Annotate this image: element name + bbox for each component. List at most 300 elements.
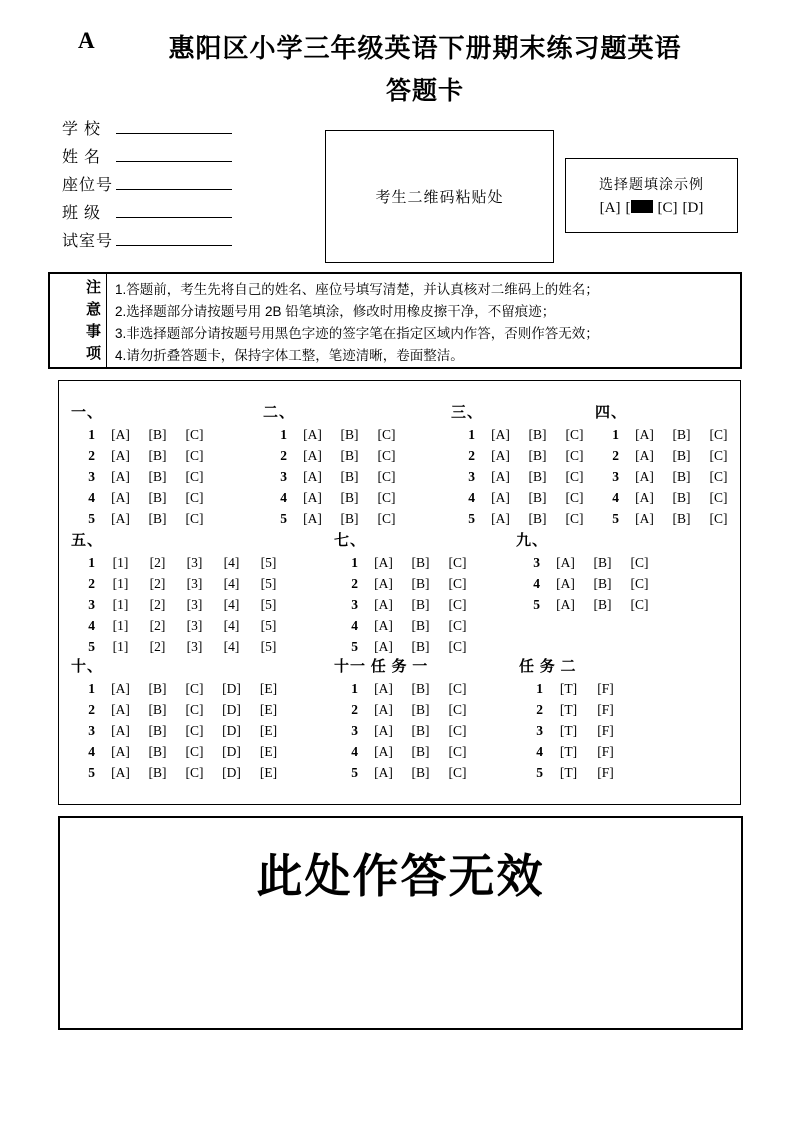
question-row-sec-9-q5: [516, 594, 658, 615]
question-number: 2: [351, 575, 358, 591]
question-row-sec-11-task1-q2: [334, 699, 476, 720]
answer-bubble-sec-5-q3-1[interactable]: [1]: [112, 596, 129, 612]
answer-bubble-sec-2-q4-A[interactable]: [A]: [303, 489, 322, 505]
question-row-sec-4-q4: [595, 487, 737, 508]
answer-bubble-sec-4-q4-A[interactable]: [A]: [635, 489, 654, 505]
answer-bubble-sec-5-q5-3[interactable]: [3]: [186, 638, 203, 654]
question-row-sec-1-q4: [71, 487, 213, 508]
question-number: 4: [280, 489, 287, 505]
answer-bubble-sec-3-q4-C[interactable]: [C]: [565, 489, 584, 505]
answer-bubble-sec-11-task1-q3-A[interactable]: [A]: [374, 722, 393, 738]
answer-bubble-sec-4-q3-A[interactable]: [A]: [635, 468, 654, 484]
question-row-sec-11-task1-q3: [334, 720, 476, 741]
notice-item-4: 4.请勿折叠答题卡，保持字体工整，笔迹清晰，卷面整洁。: [115, 348, 464, 363]
answer-bubble-sec-5-q2-3[interactable]: [3]: [186, 575, 203, 591]
answer-bubble-sec-3-q5-C[interactable]: [C]: [565, 510, 584, 526]
answer-bubble-sec-10-q4-E[interactable]: [E]: [259, 743, 278, 759]
answer-bubble-sec-7-q2-A[interactable]: [A]: [374, 575, 393, 591]
question-number: 5: [351, 638, 358, 654]
answer-bubble-sec-4-q5-C[interactable]: [C]: [709, 510, 728, 526]
question-number: 5: [88, 764, 95, 780]
answer-bubble-sec-5-q1-5[interactable]: [5]: [260, 554, 277, 570]
section-title-sec-10: 十、: [71, 659, 104, 675]
answer-bubble-sec-5-q1-2[interactable]: [2]: [149, 554, 166, 570]
answer-bubble-sec-7-q1-A[interactable]: [A]: [374, 554, 393, 570]
notice-item-1: 1.答题前，考生先将自己的姓名、座位号填写清楚，并认真核对二维码上的姓名；: [115, 282, 599, 297]
answer-bubble-sec-2-q2-A[interactable]: [A]: [303, 447, 322, 463]
qr-code-paste-area: [325, 130, 554, 263]
notice-heading-char: 意: [85, 300, 101, 318]
answer-bubble-sec-5-q5-1[interactable]: [1]: [112, 638, 129, 654]
answer-bubble-sec-1-q3-B[interactable]: [B]: [148, 468, 167, 484]
answer-bubble-sec-4-q4-C[interactable]: [C]: [709, 489, 728, 505]
answer-bubble-sec-5-q3-3[interactable]: [3]: [186, 596, 203, 612]
answer-bubble-sec-5-q3-4[interactable]: [4]: [223, 596, 240, 612]
notice-box: [48, 272, 742, 369]
answer-bubble-sec-10-q4-B[interactable]: [B]: [148, 743, 167, 759]
question-row-sec-3-q2: [451, 445, 593, 466]
section-title-sec-7: 七、: [334, 533, 367, 549]
answer-bubble-sec-10-q4-C[interactable]: [C]: [185, 743, 204, 759]
answer-bubble-sec-1-q2-A[interactable]: [A]: [111, 447, 130, 463]
question-number: 5: [351, 764, 358, 780]
answer-bubble-sec-4-q3-C[interactable]: [C]: [709, 468, 728, 484]
answer-bubble-sec-11-task2-q3-F[interactable]: [F]: [597, 722, 614, 738]
page-title: [95, 28, 755, 107]
answer-bubble-sec-10-q1-C[interactable]: [C]: [185, 680, 204, 696]
answer-bubble-sec-3-q1-A[interactable]: [A]: [491, 426, 510, 442]
answer-bubble-sec-11-task2-q4-T[interactable]: [T]: [559, 743, 578, 759]
answer-bubble-sec-1-q4-A[interactable]: [A]: [111, 489, 130, 505]
answer-bubble-sec-9-q3-B[interactable]: [B]: [593, 554, 612, 570]
answer-bubble-sec-1-q4-B[interactable]: [B]: [148, 489, 167, 505]
answer-bubble-sec-5-q3-5[interactable]: [5]: [260, 596, 277, 612]
answer-bubble-sec-2-q4-B[interactable]: [B]: [340, 489, 359, 505]
answer-bubble-sec-2-q1-A[interactable]: [A]: [303, 426, 322, 442]
answer-bubble-sec-11-task2-q5-F[interactable]: [F]: [597, 764, 614, 780]
answer-bubble-sec-5-q4-4[interactable]: [4]: [223, 617, 240, 633]
question-number: 2: [351, 701, 358, 717]
answer-bubble-sec-7-q2-C[interactable]: [C]: [448, 575, 467, 591]
question-number: 4: [533, 575, 540, 591]
answer-bubble-sec-1-q5-C[interactable]: [C]: [185, 510, 204, 526]
answer-bubble-sec-2-q5-B[interactable]: [B]: [340, 510, 359, 526]
answer-bubble-sec-9-q5-A[interactable]: [A]: [556, 596, 575, 612]
question-row-sec-11-task1-q5: [334, 762, 476, 783]
question-number: 3: [88, 596, 95, 612]
answer-bubble-sec-11-task1-q4-B[interactable]: [B]: [411, 743, 430, 759]
question-row-sec-10-q1: [71, 678, 287, 699]
section-title-sec-11-task2: 任 务 二: [519, 659, 577, 675]
notice-items: [107, 274, 740, 367]
question-row-sec-5-q3: [71, 594, 287, 615]
answer-bubble-sec-7-q4-B[interactable]: [B]: [411, 617, 430, 633]
answer-bubble-sec-10-q5-B[interactable]: [B]: [148, 764, 167, 780]
answer-bubble-sec-4-q3-B[interactable]: [B]: [672, 468, 691, 484]
question-row-sec-11-task1-q4: [334, 741, 476, 762]
field-label-room: 试室号: [62, 233, 114, 250]
answer-bubble-sec-11-task1-q5-A[interactable]: [A]: [374, 764, 393, 780]
invalid-answer-text: 此处作答无效: [256, 850, 545, 902]
question-number: 3: [536, 722, 543, 738]
field-label-class: 班 级: [62, 205, 102, 222]
answer-bubble-sec-11-task1-q1-B[interactable]: [B]: [411, 680, 430, 696]
answer-bubble-sec-5-q2-2[interactable]: [2]: [149, 575, 166, 591]
answer-bubble-sec-11-task1-q2-B[interactable]: [B]: [411, 701, 430, 717]
answer-bubble-sec-2-q1-C[interactable]: [C]: [377, 426, 396, 442]
answer-bubble-sec-11-task2-q2-F[interactable]: [F]: [597, 701, 614, 717]
question-number: 3: [351, 596, 358, 612]
example-option-D: [D]: [682, 200, 704, 216]
field-input-line-school[interactable]: [116, 116, 232, 134]
answer-bubble-sec-1-q2-C[interactable]: [C]: [185, 447, 204, 463]
answer-bubble-sec-10-q3-C[interactable]: [C]: [185, 722, 204, 738]
fill-example-box: [565, 158, 738, 233]
question-number: 3: [468, 468, 475, 484]
answer-bubble-sec-2-q3-B[interactable]: [B]: [340, 468, 359, 484]
answer-bubble-sec-5-q5-5[interactable]: [5]: [260, 638, 277, 654]
field-row-name: [62, 144, 232, 172]
answer-bubble-sec-4-q5-B[interactable]: [B]: [672, 510, 691, 526]
question-row-sec-5-q2: [71, 573, 287, 594]
answer-bubble-sec-7-q5-B[interactable]: [B]: [411, 638, 430, 654]
question-number: 5: [280, 510, 287, 526]
question-number: 5: [533, 596, 540, 612]
question-number: 2: [536, 701, 543, 717]
answer-bubble-sec-7-q3-A[interactable]: [A]: [374, 596, 393, 612]
answer-bubble-sec-1-q3-A[interactable]: [A]: [111, 468, 130, 484]
question-number: 2: [88, 701, 95, 717]
question-row-sec-3-q5: [451, 508, 593, 529]
answer-bubble-sec-11-task2-q3-T[interactable]: [T]: [559, 722, 578, 738]
question-row-sec-3-q3: [451, 466, 593, 487]
question-number: 5: [88, 510, 95, 526]
answer-bubble-sec-5-q2-5[interactable]: [5]: [260, 575, 277, 591]
notice-item-3: 3.非选择题部分请按题号用黑色字迹的签字笔在指定区域内作答，否则作答无效；: [115, 326, 599, 341]
answer-bubble-sec-10-q4-D[interactable]: [D]: [222, 743, 241, 759]
answer-bubble-sec-7-q2-B[interactable]: [B]: [411, 575, 430, 591]
question-row-sec-2-q2: [263, 445, 405, 466]
answer-bubble-sec-11-task2-q5-T[interactable]: [T]: [559, 764, 578, 780]
question-row-sec-4-q3: [595, 466, 737, 487]
example-option-A: [A]: [599, 200, 621, 216]
question-number: 4: [536, 743, 543, 759]
question-number: 1: [280, 426, 287, 442]
section-title-sec-1: 一、: [71, 405, 104, 421]
question-row-sec-11-task2-q5: [519, 762, 624, 783]
answer-bubble-sec-11-task2-q1-F[interactable]: [F]: [597, 680, 614, 696]
question-number: 1: [88, 426, 95, 442]
answer-bubble-sec-10-q2-B[interactable]: [B]: [148, 701, 167, 717]
field-input-line-seat[interactable]: [116, 172, 232, 190]
question-row-sec-1-q2: [71, 445, 213, 466]
answer-bubble-sec-5-q4-5[interactable]: [5]: [260, 617, 277, 633]
answer-bubble-sec-3-q3-B[interactable]: [B]: [528, 468, 547, 484]
answer-bubble-sec-1-q3-C[interactable]: [C]: [185, 468, 204, 484]
qr-code-label: 考生二维码粘贴处: [375, 190, 504, 206]
section-title-sec-9: 九、: [516, 533, 549, 549]
question-number: 3: [88, 722, 95, 738]
answer-bubble-sec-3-q4-A[interactable]: [A]: [491, 489, 510, 505]
section-title-sec-3: 三、: [451, 405, 484, 421]
answer-bubble-sec-5-q4-2[interactable]: [2]: [149, 617, 166, 633]
question-row-sec-9-q4: [516, 573, 658, 594]
answer-bubble-sec-9-q3-C[interactable]: [C]: [630, 554, 649, 570]
answer-section-sec-5: [71, 531, 287, 657]
answer-section-sec-10: [71, 657, 287, 783]
answer-bubble-sec-2-q2-B[interactable]: [B]: [340, 447, 359, 463]
answer-section-sec-7: [334, 531, 476, 657]
answer-bubble-sec-10-q3-B[interactable]: [B]: [148, 722, 167, 738]
answer-bubble-sec-3-q1-C[interactable]: [C]: [565, 426, 584, 442]
answer-bubble-sec-1-q5-A[interactable]: [A]: [111, 510, 130, 526]
field-row-room: [62, 228, 232, 256]
question-row-sec-5-q5: [71, 636, 287, 657]
answer-bubble-sec-2-q1-B[interactable]: [B]: [340, 426, 359, 442]
answer-bubble-sec-11-task2-q1-T[interactable]: [T]: [559, 680, 578, 696]
question-number: 3: [280, 468, 287, 484]
answer-bubble-sec-9-q5-B[interactable]: [B]: [593, 596, 612, 612]
page-title-line2: 答题卡: [385, 77, 464, 105]
answer-section-sec-3: [451, 403, 593, 529]
section-title-sec-2: 二、: [263, 405, 296, 421]
answer-bubble-sec-3-q2-B[interactable]: [B]: [528, 447, 547, 463]
answer-bubble-sec-11-task1-q1-C[interactable]: [C]: [448, 680, 467, 696]
answer-bubble-sec-1-q2-B[interactable]: [B]: [148, 447, 167, 463]
answer-bubble-sec-9-q4-C[interactable]: [C]: [630, 575, 649, 591]
question-number: 1: [351, 554, 358, 570]
answer-bubble-sec-10-q1-B[interactable]: [B]: [148, 680, 167, 696]
answer-bubble-sec-7-q5-C[interactable]: [C]: [448, 638, 467, 654]
answer-bubble-sec-3-q3-A[interactable]: [A]: [491, 468, 510, 484]
answer-bubble-sec-3-q5-A[interactable]: [A]: [491, 510, 510, 526]
question-number: 4: [88, 743, 95, 759]
question-row-sec-11-task2-q1: [519, 678, 624, 699]
question-row-sec-4-q1: [595, 424, 737, 445]
answer-bubble-sec-3-q1-B[interactable]: [B]: [528, 426, 547, 442]
question-number: 1: [536, 680, 543, 696]
question-row-sec-10-q4: [71, 741, 287, 762]
answer-bubble-sec-10-q3-D[interactable]: [D]: [222, 722, 241, 738]
answer-bubble-sec-9-q5-C[interactable]: [C]: [630, 596, 649, 612]
answer-bubble-sec-2-q4-C[interactable]: [C]: [377, 489, 396, 505]
answer-bubble-sec-5-q2-4[interactable]: [4]: [223, 575, 240, 591]
question-number: 4: [88, 617, 95, 633]
question-row-sec-11-task2-q4: [519, 741, 624, 762]
question-number: 2: [88, 447, 95, 463]
question-row-sec-9-q3: [516, 552, 658, 573]
answer-bubble-sec-11-task1-q2-A[interactable]: [A]: [374, 701, 393, 717]
filled-bubble-mark: [631, 200, 653, 213]
answer-bubble-sec-3-q2-C[interactable]: [C]: [565, 447, 584, 463]
question-number: 4: [88, 489, 95, 505]
answer-bubble-sec-10-q4-A[interactable]: [A]: [111, 743, 130, 759]
answer-bubble-sec-11-task1-q4-A[interactable]: [A]: [374, 743, 393, 759]
answer-bubble-sec-7-q4-A[interactable]: [A]: [374, 617, 393, 633]
answer-bubble-sec-10-q1-A[interactable]: [A]: [111, 680, 130, 696]
answer-bubble-sec-5-q1-4[interactable]: [4]: [223, 554, 240, 570]
answer-bubble-sec-4-q2-A[interactable]: [A]: [635, 447, 654, 463]
section-title-sec-5: 五、: [71, 533, 104, 549]
answer-bubble-sec-4-q1-C[interactable]: [C]: [709, 426, 728, 442]
question-row-sec-1-q1: [71, 424, 213, 445]
question-row-sec-11-task2-q2: [519, 699, 624, 720]
field-input-line-class[interactable]: [116, 200, 232, 218]
question-number: 2: [612, 447, 619, 463]
question-row-sec-3-q4: [451, 487, 593, 508]
answer-bubble-sec-4-q4-B[interactable]: [B]: [672, 489, 691, 505]
answer-bubble-sec-10-q2-E[interactable]: [E]: [259, 701, 278, 717]
answer-bubble-sec-3-q2-A[interactable]: [A]: [491, 447, 510, 463]
answer-bubble-sec-10-q5-E[interactable]: [E]: [259, 764, 278, 780]
question-row-sec-5-q1: [71, 552, 287, 573]
answer-bubble-sec-4-q2-C[interactable]: [C]: [709, 447, 728, 463]
field-label-seat: 座位号: [62, 177, 114, 194]
answer-bubble-sec-5-q1-3[interactable]: [3]: [186, 554, 203, 570]
answer-section-sec-4: [595, 403, 737, 529]
field-row-seat: [62, 172, 232, 200]
answer-bubble-sec-3-q3-C[interactable]: [C]: [565, 468, 584, 484]
question-row-sec-7-q2: [334, 573, 476, 594]
question-row-sec-7-q5: [334, 636, 476, 657]
question-number: 5: [612, 510, 619, 526]
answer-bubble-sec-11-task2-q2-T[interactable]: [T]: [559, 701, 578, 717]
question-row-sec-1-q5: [71, 508, 213, 529]
answer-bubble-sec-11-task1-q3-B[interactable]: [B]: [411, 722, 430, 738]
answer-bubble-sec-3-q4-B[interactable]: [B]: [528, 489, 547, 505]
question-row-sec-5-q4: [71, 615, 287, 636]
question-row-sec-3-q1: [451, 424, 593, 445]
question-number: 1: [88, 554, 95, 570]
answer-bubble-sec-4-q2-B[interactable]: [B]: [672, 447, 691, 463]
field-row-class: [62, 200, 232, 228]
question-row-sec-11-task1-q1: [334, 678, 476, 699]
section-title-sec-4: 四、: [595, 405, 628, 421]
answer-bubble-sec-9-q3-A[interactable]: [A]: [556, 554, 575, 570]
answer-bubble-sec-5-q5-2[interactable]: [2]: [149, 638, 166, 654]
answer-bubble-sec-11-task1-q1-A[interactable]: [A]: [374, 680, 393, 696]
answer-bubble-sec-5-q3-2[interactable]: [2]: [149, 596, 166, 612]
question-row-sec-10-q2: [71, 699, 287, 720]
question-row-sec-7-q3: [334, 594, 476, 615]
answer-bubble-sec-1-q1-A[interactable]: [A]: [111, 426, 130, 442]
question-number: 2: [280, 447, 287, 463]
page-title-line1: 惠阳区小学三年级英语下册期末练习题英语: [168, 33, 682, 63]
notice-item-2: 2.选择题部分请按题号用 2B 铅笔填涂，修改时用橡皮擦干净，不留痕迹；: [115, 304, 556, 319]
notice-heading: [50, 274, 107, 367]
field-input-line-name[interactable]: [116, 144, 232, 162]
answer-bubble-sec-11-task1-q2-C[interactable]: [C]: [448, 701, 467, 717]
question-row-sec-4-q2: [595, 445, 737, 466]
question-number: 4: [612, 489, 619, 505]
answer-bubble-sec-7-q5-A[interactable]: [A]: [374, 638, 393, 654]
answer-bubble-sec-5-q1-1[interactable]: [1]: [112, 554, 129, 570]
answer-bubble-sec-10-q2-C[interactable]: [C]: [185, 701, 204, 717]
answer-bubble-sec-11-task1-q3-C[interactable]: [C]: [448, 722, 467, 738]
field-input-line-room[interactable]: [116, 228, 232, 246]
answer-bubble-sec-10-q5-A[interactable]: [A]: [111, 764, 130, 780]
answer-section-sec-11-task2: [519, 657, 624, 783]
answer-bubble-sec-2-q2-C[interactable]: [C]: [377, 447, 396, 463]
question-row-sec-2-q3: [263, 466, 405, 487]
answer-bubble-sec-1-q1-B[interactable]: [B]: [148, 426, 167, 442]
answer-section-sec-2: [263, 403, 405, 529]
question-number: 4: [351, 617, 358, 633]
question-row-sec-10-q5: [71, 762, 287, 783]
answer-bubble-sec-11-task2-q4-F[interactable]: [F]: [597, 743, 614, 759]
answer-bubble-sec-5-q4-1[interactable]: [1]: [112, 617, 129, 633]
answer-bubble-sec-4-q1-B[interactable]: [B]: [672, 426, 691, 442]
answer-bubble-sec-7-q3-C[interactable]: [C]: [448, 596, 467, 612]
invalid-answer-area: [58, 816, 743, 1030]
question-row-sec-11-task2-q3: [519, 720, 624, 741]
question-number: 4: [468, 489, 475, 505]
question-number: 3: [612, 468, 619, 484]
answer-bubble-sec-11-task1-q5-B[interactable]: [B]: [411, 764, 430, 780]
answer-bubble-sec-2-q5-C[interactable]: [C]: [377, 510, 396, 526]
section-title-sec-11-task1: 十一 任 务 一: [334, 659, 429, 675]
answer-section-sec-9: [516, 531, 658, 615]
answer-bubble-sec-7-q4-C[interactable]: [C]: [448, 617, 467, 633]
answer-bubble-sec-11-task1-q4-C[interactable]: [C]: [448, 743, 467, 759]
answer-bubble-sec-10-q5-C[interactable]: [C]: [185, 764, 204, 780]
answer-bubble-sec-11-task1-q5-C[interactable]: [C]: [448, 764, 467, 780]
answer-bubble-sec-4-q5-A[interactable]: [A]: [635, 510, 654, 526]
question-number: 2: [468, 447, 475, 463]
field-label-name: 姓 名: [62, 149, 102, 166]
answer-section-sec-11-task1: [334, 657, 476, 783]
answer-bubble-sec-1-q4-C[interactable]: [C]: [185, 489, 204, 505]
question-number: 5: [536, 764, 543, 780]
answer-bubble-sec-1-q5-B[interactable]: [B]: [148, 510, 167, 526]
answer-bubble-sec-7-q3-B[interactable]: [B]: [411, 596, 430, 612]
answer-bubble-sec-10-q2-A[interactable]: [A]: [111, 701, 130, 717]
answer-section-sec-1: [71, 403, 213, 529]
notice-heading-char: 事: [85, 322, 101, 340]
question-number: 3: [351, 722, 358, 738]
question-row-sec-2-q1: [263, 424, 405, 445]
answer-bubble-sec-2-q3-A[interactable]: [A]: [303, 468, 322, 484]
answer-bubble-sec-5-q4-3[interactable]: [3]: [186, 617, 203, 633]
answer-bubble-sec-10-q3-A[interactable]: [A]: [111, 722, 130, 738]
answer-bubble-sec-1-q1-C[interactable]: [C]: [185, 426, 204, 442]
answer-bubble-sec-10-q3-E[interactable]: [E]: [259, 722, 278, 738]
answer-bubble-sec-4-q1-A[interactable]: [A]: [635, 426, 654, 442]
answer-bubble-sec-2-q5-A[interactable]: [A]: [303, 510, 322, 526]
question-number: 1: [88, 680, 95, 696]
answer-bubble-sec-5-q2-1[interactable]: [1]: [112, 575, 129, 591]
field-label-school: 学 校: [62, 121, 102, 138]
answer-bubble-sec-10-q2-D[interactable]: [D]: [222, 701, 241, 717]
question-number: 3: [88, 468, 95, 484]
answer-bubble-sec-2-q3-C[interactable]: [C]: [377, 468, 396, 484]
answer-bubble-sec-10-q1-D[interactable]: [D]: [222, 680, 241, 696]
answer-bubble-sec-9-q4-A[interactable]: [A]: [556, 575, 575, 591]
answer-bubble-sec-10-q5-D[interactable]: [D]: [222, 764, 241, 780]
answer-bubble-sec-10-q1-E[interactable]: [E]: [259, 680, 278, 696]
answer-bubble-sec-3-q5-B[interactable]: [B]: [528, 510, 547, 526]
question-number: 1: [351, 680, 358, 696]
answer-bubble-sec-9-q4-B[interactable]: [B]: [593, 575, 612, 591]
answer-bubble-sec-7-q1-B[interactable]: [B]: [411, 554, 430, 570]
question-number: 4: [351, 743, 358, 759]
answer-bubble-sec-7-q1-C[interactable]: [C]: [448, 554, 467, 570]
fill-example-title: 选择题填涂示例: [599, 178, 704, 193]
answer-bubble-sec-5-q5-4[interactable]: [4]: [223, 638, 240, 654]
question-row-sec-2-q5: [263, 508, 405, 529]
question-number: 3: [533, 554, 540, 570]
question-number: 5: [468, 510, 475, 526]
